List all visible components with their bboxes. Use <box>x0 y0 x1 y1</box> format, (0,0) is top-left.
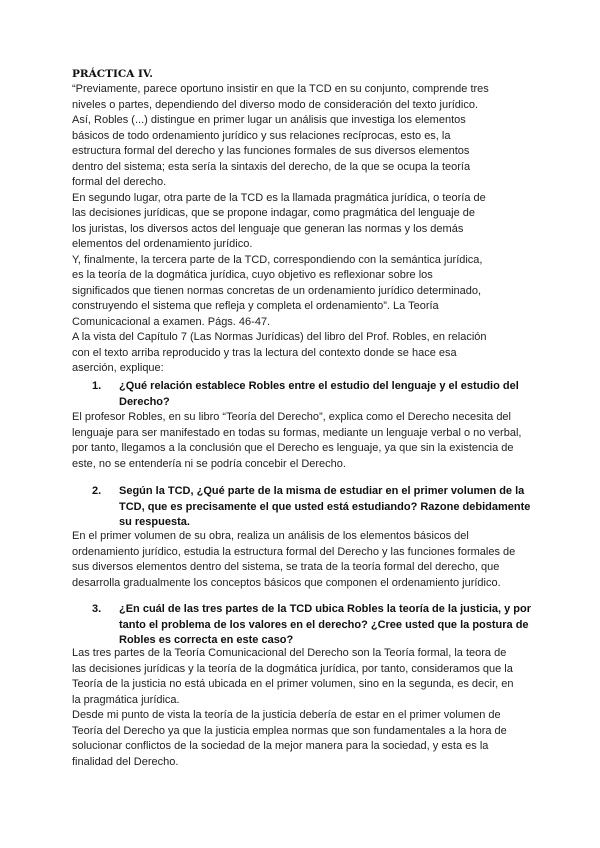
answer-line: Desde mi punto de vista la teoría de la justicia debería de estar en el primer volumen de <box>72 709 501 721</box>
intro-line: significados que tienen normas concretas de un ordenamiento jurídico determinado, <box>72 284 482 297</box>
question-number: 3. <box>92 603 102 615</box>
question-line: Robles es correcta en este caso? <box>119 634 294 646</box>
answer-line: Las tres partes de la Teoría Comunicacional del Derecho son la Teoría formal, la teora de <box>72 647 507 659</box>
answer-line: las decisiones jurídicas y la teoría de la dogmática jurídica, por tanto, consideramos que la <box>72 662 513 675</box>
question-1 <box>92 379 532 410</box>
answer-3 <box>72 646 532 770</box>
question-2 <box>92 484 532 531</box>
answer-2 <box>72 529 532 591</box>
answer-line: lenguaje para ser manifestado en todas su formas, mediante un lenguaje verbal o no verbal, <box>72 426 522 439</box>
intro-paragraph <box>72 82 532 377</box>
question-line: ¿En cuál de las tres partes de la TCD ubica Robles la teoría de la justicia, y por <box>119 603 532 615</box>
intro-line: los juristas, los diversos actos del lenguaje que generan las normas y los demás <box>72 222 464 235</box>
answer-line: solucionar conflictos de la sociedad de la mejor manera para la sociedad, y esta es la <box>72 740 489 752</box>
intro-line: formal del derecho. <box>72 176 167 188</box>
question-line: Derecho? <box>119 395 170 408</box>
intro-line: Y, finalmente, la tercera parte de la TCD, correspondiendo con la semántica jurídica, <box>72 253 483 266</box>
intro-line: Así, Robles (...) distingue en primer lugar un análisis que investiga los elementos <box>72 114 466 126</box>
page-title: PRÁCTICA IV. <box>72 68 153 80</box>
question-3 <box>92 602 532 649</box>
intro-line: “Previamente, parece oportuno insistir en que la TCD en su conjunto, comprende tres <box>72 83 489 95</box>
answer-line: finalidad del Derecho. <box>72 755 179 768</box>
answer-line: este, no se entendería ni se podría concebir el Derecho. <box>72 457 346 470</box>
answer-1 <box>72 410 532 472</box>
question-line: ¿Qué relación establece Robles entre el estudio del lenguaje y el estudio del <box>119 380 519 392</box>
intro-line: es la teoría de la dogmática jurídica, cuyo objetivo es reflexionar sobre los <box>72 269 433 281</box>
intro-line: aserción, explique: <box>72 362 164 374</box>
answer-line: En el primer volumen de su obra, realiza un análisis de los elementos básicos del <box>72 530 469 542</box>
answer-line: Teoría del Derecho ya que la justicia emplea normas que son fundamentales a la hora de <box>72 724 507 737</box>
intro-line: En segundo lugar, otra parte de la TCD es la llamada pragmática jurídica, o teoría de <box>72 191 486 204</box>
answer-line: sus diversos elementos dentro del sistema, se trata de la teoría formal del derecho, que <box>72 561 500 573</box>
question-line: tanto el problema de los valores en el derecho? ¿Cree usted que la postura de <box>119 618 529 631</box>
answer-line: desarrolla gradualmente los conceptos básicos que componen el ordenamiento jurídico. <box>72 576 501 589</box>
answer-line: por tanto, llegamos a la conclusión que el Derecho es lenguaje, ya que sin la existencia de <box>72 442 514 454</box>
answer-line: ordenamiento jurídico, estudia la estructura formal del Derecho y las funciones formales de <box>72 545 516 558</box>
intro-line: Comunicacional a examen. Págs. 46-47. <box>72 315 271 328</box>
intro-line: estructura formal del derecho y las funciones formales de sus diversos elementos <box>72 145 470 157</box>
intro-line: A la vista del Capítulo 7 (Las Normas Jurídicas) del libro del Prof. Robles, en relación <box>72 331 487 343</box>
intro-line: elementos del ordenamiento jurídico. <box>72 238 253 250</box>
question-line: TCD, que es precisamente el que usted está estudiando? Razone debidamente <box>119 500 531 513</box>
intro-line: construyendo el sistema que refleja y completa el ordenamiento”. La Teoría <box>72 300 439 312</box>
intro-line: niveles o partes, dependiendo del diverso modo de consideración del texto jurídico. <box>72 98 479 111</box>
question-line: su respuesta. <box>119 516 190 528</box>
answer-line: El profesor Robles, en su libro “Teoría del Derecho”, explica como el Derecho necesita del <box>72 411 511 423</box>
question-number: 2. <box>92 485 102 497</box>
answer-line: la pragmática jurídica. <box>72 693 180 706</box>
question-line: Según la TCD, ¿Qué parte de la misma de estudiar en el primer volumen de la <box>119 485 525 497</box>
intro-line: dentro del sistema; esta sería la sintaxis del derecho, de la que se ocupa la teoría <box>72 160 471 173</box>
question-number: 1. <box>92 380 102 392</box>
intro-line: con el texto arriba reproducido y tras la lectura del contexto donde se hace esa <box>72 346 457 359</box>
answer-line: Teoría de la justicia no está ubicada en el primer volumen, sino en la segunda, es decir, en <box>72 678 514 690</box>
intro-line: las decisiones jurídicas, que se propone indagar, como pragmática del lenguaje de <box>72 207 475 219</box>
intro-line: básicos de todo ordenamiento jurídico y sus relaciones recíprocas, esto es, la <box>72 129 451 142</box>
